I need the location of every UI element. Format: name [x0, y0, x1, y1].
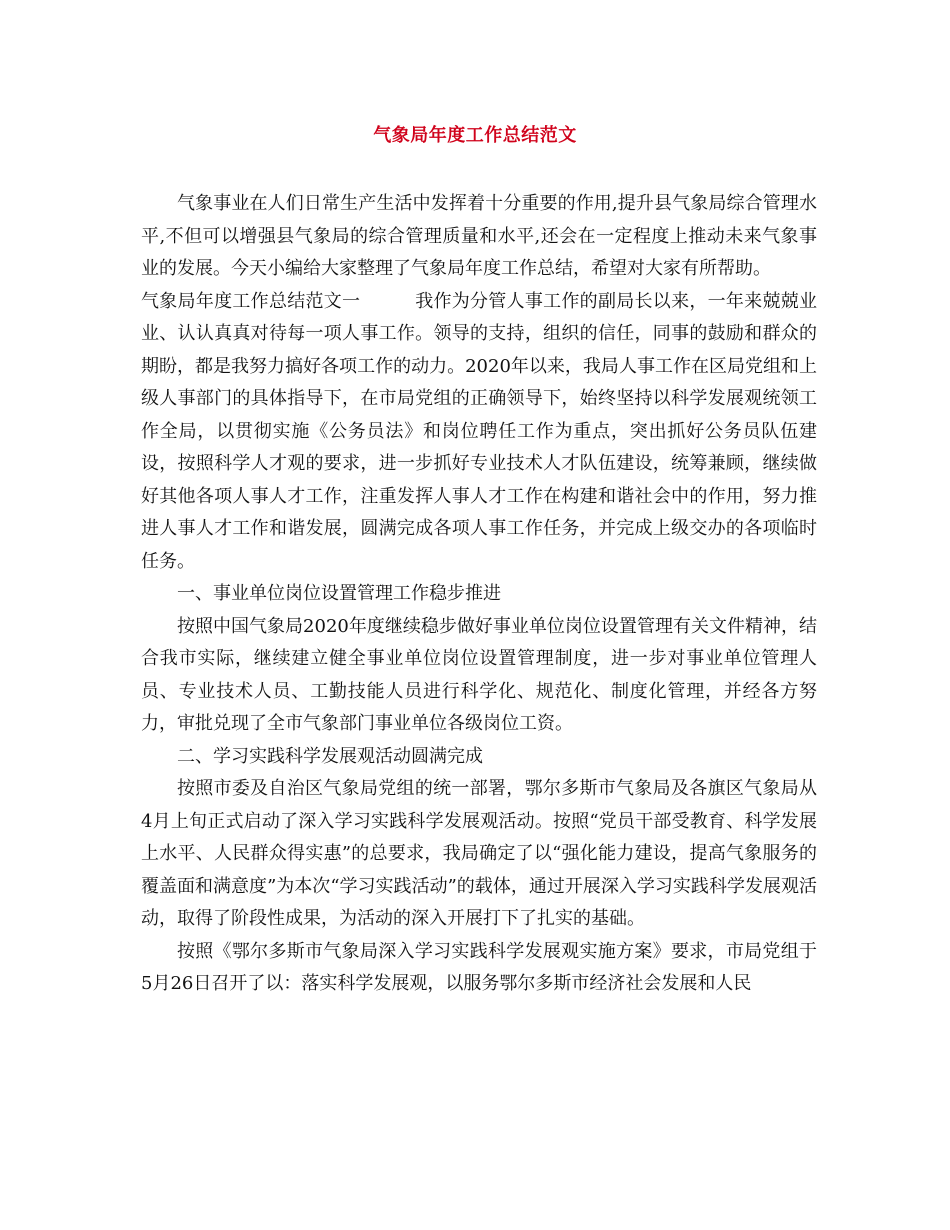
- section-paragraph: [141, 286, 817, 579]
- section-heading: 气象局年度工作总结范文一: [141, 290, 361, 312]
- paragraph-three: 按照《鄂尔多斯市气象局深入学习实践科学发展观实施方案》要求，市局党组于5月26日召开了以：落实科学发展观，以服务鄂尔多斯市经济社会发展和人民: [141, 940, 817, 994]
- paragraph-one: 按照中国气象局2020年度继续稳步做好事业单位岗位设置管理有关文件精神，结合我市实际，继续建立健全事业单位岗位设置管理制度，进一步对事业单位管理人员、专业技术人员、工勤技能人员进行科学化、规范化、制度化管理，并经各方努力，审批兑现了全市气象部门事业单位各级岗位工资。: [141, 615, 817, 734]
- heading-one: 一、事业单位岗位设置管理工作稳步推进: [177, 583, 501, 604]
- heading-two: 二、学习实践科学发展观活动圆满完成: [177, 745, 483, 767]
- paragraph-two: 按照市委及自治区气象局党组的统一部署，鄂尔多斯市气象局及各旗区气象局从4月上旬正式启动了深入学习实践科学发展观活动。按照“党员干部受教育、科学发展上水平、人民群众得实惠”的总要求，我局确定了以“强化能力建设，提高气象服务的覆盖面和满意度”为本次“学习实践活动”的载体，通过开展深入学习实践科学发展观活动，取得了阶段性成果，为活动的深入开展打下了扎实的基础。: [141, 778, 817, 929]
- section-gap: [360, 291, 415, 312]
- document-body: [141, 188, 817, 1001]
- section-body: 我作为分管人事工作的副局长以来，一年来兢兢业业、认认真真对待每一项人事工作。领导的支持，组织的信任，同事的鼓励和群众的期盼，都是我努力搞好各项工作的动力。2020年以来，我局人事工作在区局党组和上级人事部门的具体指导下，在市局党组的正确领导下，始终坚持以科学发展观统领工作全局，以贯彻实施《公务员法》和岗位聘任工作为重点，突出抓好公务员队伍建设，按照科学人才观的要求，进一步抓好专业技术人才队伍建设，统筹兼顾，继续做好其他各项人事人才工作，注重发挥人事人才工作在构建和谐社会中的作用，努力推进人事人才工作和谐发展，圆满完成各项人事工作任务，并完成上级交办的各项临时任务。: [141, 290, 818, 572]
- document-title: 气象局年度工作总结范文: [373, 125, 577, 146]
- intro-paragraph: 气象事业在人们日常生产生活中发挥着十分重要的作用,提升县气象局综合管理水平,不但可以增强县气象局的综合管理质量和水平,还会在一定程度上推动未来气象事业的发展。今天小编给大家整理了气象局年度工作总结，希望对大家有所帮助。: [141, 193, 817, 279]
